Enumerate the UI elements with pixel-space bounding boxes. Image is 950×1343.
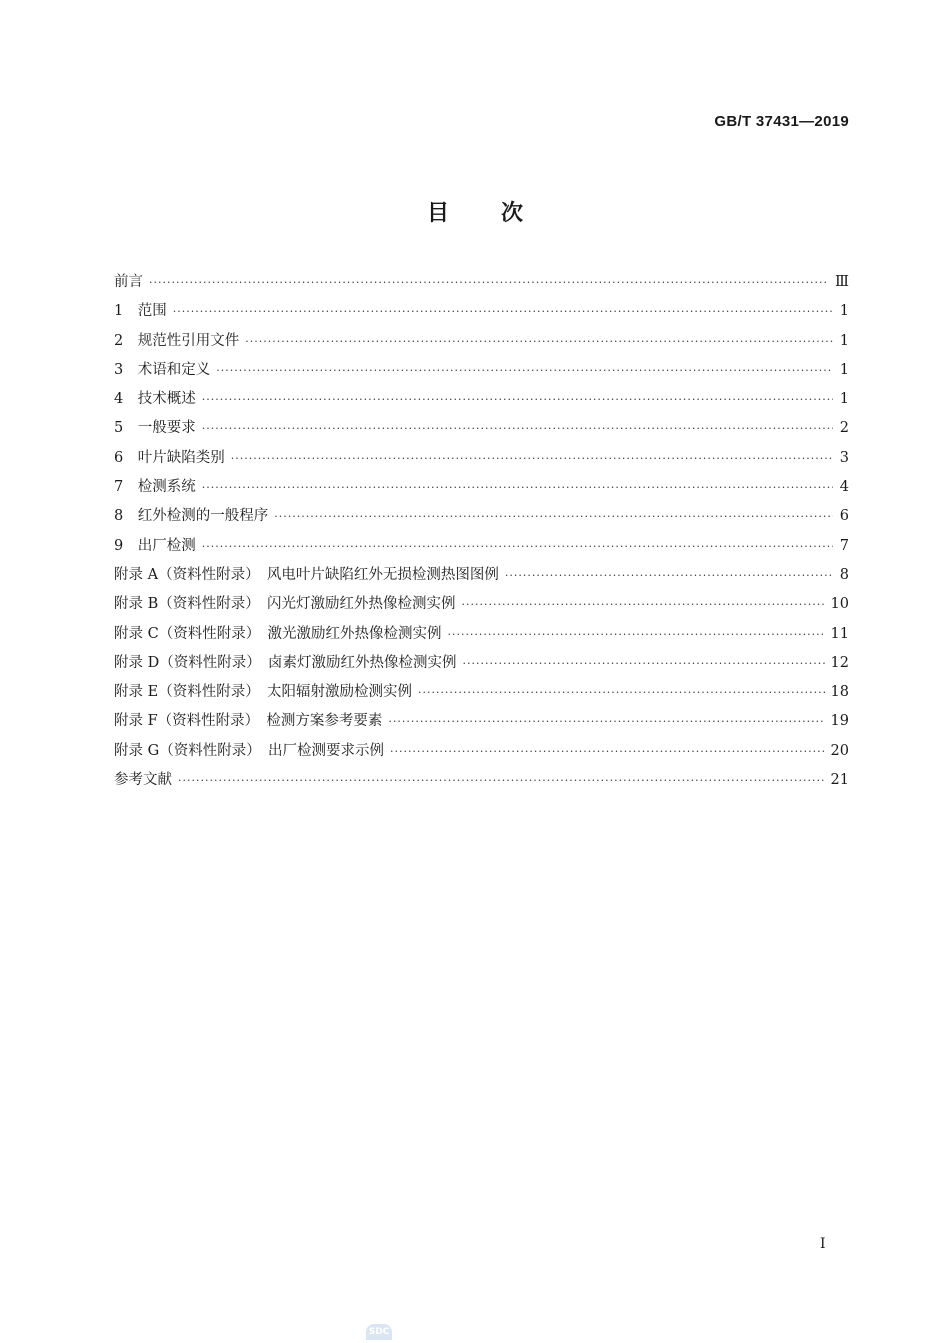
toc-entry-page: 21 xyxy=(830,772,849,789)
dot-leader xyxy=(245,335,833,348)
dot-leader xyxy=(173,305,833,318)
toc-entry-8[interactable] xyxy=(114,504,849,533)
toc-entry-page: 2 xyxy=(839,420,849,437)
dot-leader xyxy=(418,686,825,699)
toc-entry-page: 19 xyxy=(830,713,849,730)
toc-entry-label: 参考文献 xyxy=(114,772,172,789)
dot-leader xyxy=(231,452,833,465)
toc-entry-label: 附录 C（资料性附录） 激光激励红外热像检测实例 xyxy=(114,625,442,642)
toc-entry-2[interactable] xyxy=(114,329,849,358)
toc-entry-page: 18 xyxy=(830,684,849,701)
toc-entry-4[interactable] xyxy=(114,387,849,416)
dot-leader xyxy=(202,540,833,553)
dot-leader xyxy=(390,745,825,758)
toc-entry-label: 附录 A（资料性附录） 风电叶片缺陷红外无损检测热图图例 xyxy=(114,566,499,583)
toc-entry-label: 前言 xyxy=(114,274,143,290)
toc-entry-page: 4 xyxy=(839,479,849,496)
toc-entry-appendix-b[interactable] xyxy=(114,592,849,621)
dot-leader xyxy=(462,657,824,670)
toc-entry-appendix-g[interactable] xyxy=(114,739,849,768)
dot-leader xyxy=(178,774,825,787)
dot-leader xyxy=(202,422,833,435)
toc-entry-bibliography[interactable] xyxy=(114,768,849,797)
toc-entry-label: 3 术语和定义 xyxy=(114,361,211,378)
toc-entry-page: 7 xyxy=(839,537,849,554)
toc-entry-page: 11 xyxy=(830,625,849,642)
toc-entry-page: 20 xyxy=(830,742,849,759)
dot-leader xyxy=(505,569,833,582)
toc-entry-foreword[interactable] xyxy=(114,270,849,299)
page-number: I xyxy=(820,1236,826,1252)
toc-entry-page: 8 xyxy=(839,566,849,583)
toc-entry-label: 9 出厂检测 xyxy=(114,537,196,554)
table-of-contents xyxy=(114,270,849,797)
dot-leader xyxy=(202,393,833,406)
toc-entry-page: 12 xyxy=(830,654,849,671)
toc-entry-3[interactable] xyxy=(114,358,849,387)
toc-entry-page: Ⅲ xyxy=(835,274,849,290)
toc-entry-label: 8 红外检测的一般程序 xyxy=(114,508,269,525)
toc-entry-label: 附录 F（资料性附录） 检测方案参考要素 xyxy=(114,713,383,730)
dot-leader xyxy=(462,598,825,611)
toc-entry-label: 5 一般要求 xyxy=(114,420,196,437)
toc-entry-label: 1 范围 xyxy=(114,303,167,320)
toc-entry-5[interactable] xyxy=(114,416,849,445)
toc-entry-label: 附录 D（资料性附录） 卤素灯激励红外热像检测实例 xyxy=(114,654,457,671)
dot-leader xyxy=(274,510,833,523)
toc-entry-appendix-a[interactable] xyxy=(114,563,849,592)
dot-leader xyxy=(149,276,829,289)
toc-entry-1[interactable] xyxy=(114,299,849,328)
toc-entry-appendix-c[interactable] xyxy=(114,622,849,651)
page-title: 目次 xyxy=(426,201,575,226)
dot-leader xyxy=(202,481,833,494)
toc-entry-appendix-f[interactable] xyxy=(114,709,849,738)
toc-entry-label: 7 检测系统 xyxy=(114,479,196,496)
toc-entry-label: 6 叶片缺陷类别 xyxy=(114,449,225,466)
toc-entry-label: 附录 E（资料性附录） 太阳辐射激励检测实例 xyxy=(114,684,412,701)
toc-entry-page: 1 xyxy=(839,303,849,320)
dot-leader xyxy=(216,364,833,377)
toc-entry-page: 1 xyxy=(839,332,849,349)
toc-entry-page: 3 xyxy=(839,449,849,466)
toc-entry-page: 10 xyxy=(830,596,849,613)
toc-entry-label: 2 规范性引用文件 xyxy=(114,332,240,349)
standard-code: GB/T 37431—2019 xyxy=(714,113,849,130)
toc-entry-appendix-e[interactable] xyxy=(114,680,849,709)
toc-entry-page: 6 xyxy=(839,508,849,525)
toc-entry-page: 1 xyxy=(839,361,849,378)
toc-entry-7[interactable] xyxy=(114,475,849,504)
toc-entry-appendix-d[interactable] xyxy=(114,651,849,680)
toc-entry-label: 附录 G（资料性附录） 出厂检测要求示例 xyxy=(114,742,384,759)
dot-leader xyxy=(388,715,824,728)
toc-entry-label: 附录 B（资料性附录） 闪光灯激励红外热像检测实例 xyxy=(114,596,456,613)
watermark-logo: SDC xyxy=(366,1324,392,1340)
toc-entry-label: 4 技术概述 xyxy=(114,391,196,408)
toc-entry-page: 1 xyxy=(839,391,849,408)
toc-entry-6[interactable] xyxy=(114,446,849,475)
dot-leader xyxy=(447,628,824,641)
toc-entry-9[interactable] xyxy=(114,534,849,563)
